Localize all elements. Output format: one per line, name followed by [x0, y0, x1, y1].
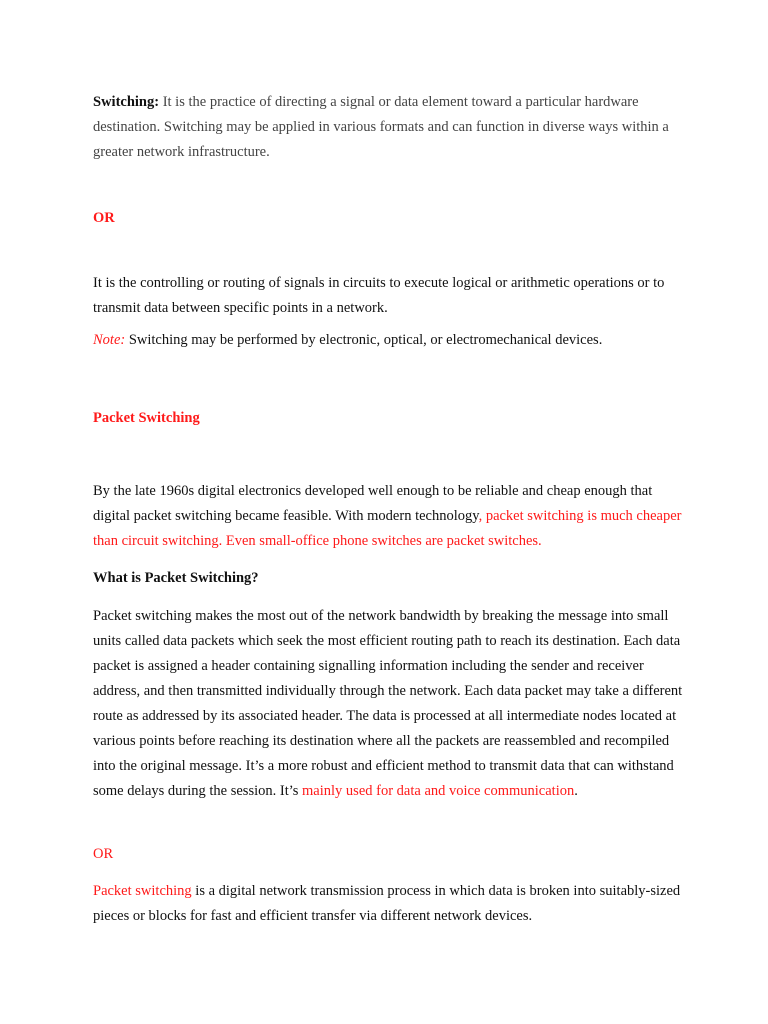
history-text: By the late 1960s digital electronics developed well enough to be reliable and cheap enough that digital packet switching became feasible. With modern technology — [93, 483, 653, 524]
switching-definition-text: It is the practice of directing a signal or data element toward a particular hardware destination. Switching may be applied in various formats and can function in diverse ways within a greater network infrastructure. — [93, 94, 669, 160]
note-text: Switching may be performed by electronic, optical, or electromechanical devices. — [125, 332, 603, 348]
explanation-end: . — [574, 783, 578, 799]
note-paragraph — [93, 328, 683, 353]
final-definition — [93, 879, 683, 929]
alternate-definition: It is the controlling or routing of signals in circuits to execute logical or arithmetic operations or to transmit data between specific points in a network. — [93, 275, 665, 316]
what-is-packet-switching-heading: What is Packet Switching? — [93, 570, 259, 586]
switching-term: Switching: — [93, 94, 160, 110]
explanation-text: Packet switching makes the most out of the network bandwidth by breaking the message into small units called data packets which seek the most efficient routing path to reach its destination. Each data packet is assigned a header containing signalling information including the sender and receiver address, and then transmitted individually through the network. Each data packet may take a different route as addressed by its associated header. The data is processed at all intermediate nodes located at various points before reaching its destination where all the packets are reassembled and recompiled into the original message. It’s a more robust and efficient method to transmit data that can withstand some delays during the session. It’s — [93, 608, 683, 799]
final-definition-term: Packet switching — [93, 883, 192, 899]
explanation-paragraph — [93, 604, 683, 804]
note-label: Note: — [93, 332, 126, 348]
final-definition-text: is a digital network transmission process in which data is broken into suitably-sized pieces or blocks for fast and efficient transfer via different network devices. — [93, 883, 681, 924]
explanation-highlight: mainly used for data and voice communication — [302, 783, 575, 799]
or-separator-2: OR — [93, 846, 114, 862]
switching-definition — [93, 90, 683, 165]
or-separator-1: OR — [93, 210, 115, 226]
history-paragraph — [93, 479, 683, 554]
history-highlight: , packet switching is much cheaper than circuit switching. Even small-office phone switches are packet switches. — [93, 508, 682, 549]
packet-switching-heading: Packet Switching — [93, 410, 200, 426]
